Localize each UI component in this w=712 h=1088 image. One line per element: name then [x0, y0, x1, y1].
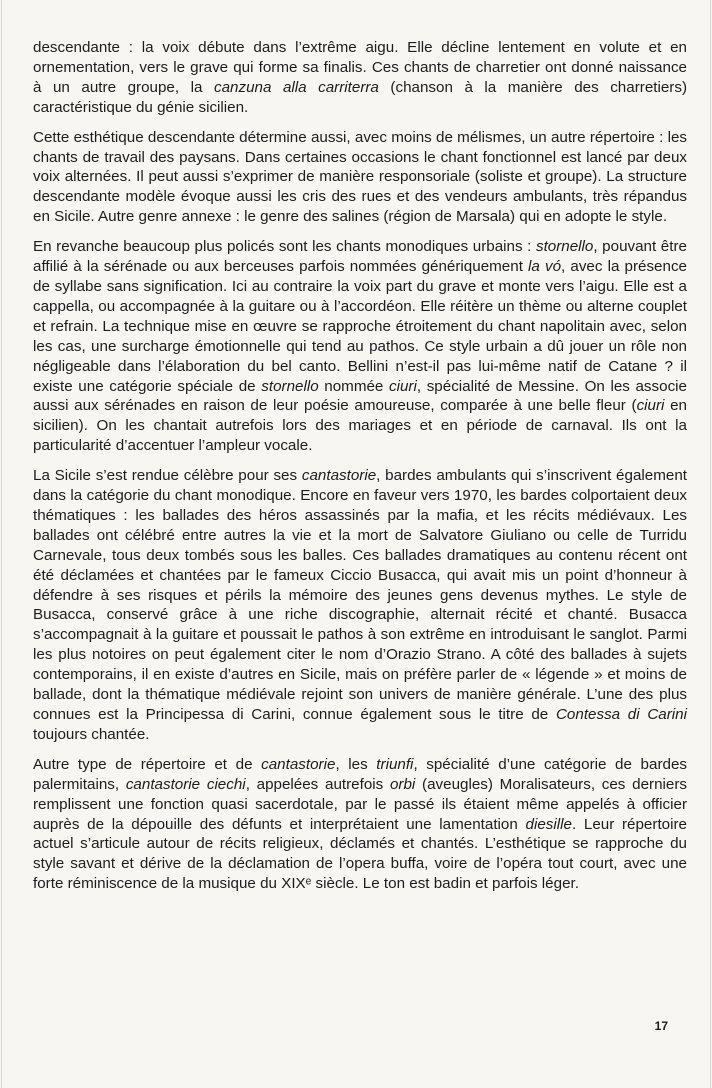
paragraph-3	[33, 237, 687, 456]
text-run: , spécialité de Messine. On les associe aussi aux sérénades en raison de leur poésie amoureuse, comparée à une belle fleur (	[33, 377, 687, 415]
italic-run: triunfi	[376, 755, 414, 773]
italic-run: orbi	[389, 775, 416, 793]
italic-run: diesille	[525, 815, 572, 833]
paragraph-1	[33, 38, 687, 118]
page-number: 17	[654, 1019, 668, 1033]
italic-run: ciuri	[389, 377, 417, 395]
page-edge-left	[1, 0, 2, 1088]
italic-run: cantastorie	[261, 755, 336, 773]
text-run: , avec la présence de syllabe sans signification. Ici au contraire la voix part du grave et monte vers l’aigu. Elle est a cappella, ou accompagnée à la guitare ou à l’accordéon. Elle réitère un thème ou alterne couplet et refrain. La technique mise en œuvre se rapproche étroitement du chant napolitain avec, selon les cas, une surcharge émotionnelle qui tend au pathos. Ce style urbain a dû jouer un rôle non négligeable dans l’élaboration du bel canto. Bellini n’est-il pas lui-même natif de Catane ? il existe une catégorie spéciale de	[33, 258, 687, 395]
text-run: , bardes ambulants qui s’inscrivent également dans la catégorie du chant monodique. Encore en faveur vers 1970, les bardes colportaient deux thématiques : les ballades des héros assassinés par la mafia, et les récits médiévaux. Les ballades ont célébré entre autres la vie et la mort de Salvatore Giuliano ou celle de Turridu Carnevale, tous deux tombés sous les balles. Ces ballades dramatiques au contenu récent ont été déclamées et chantées par le fameux Ciccio Busacca, qui avait mis un point d’honneur à défendre à ses risques et périls la mémoire des jeunes gens devenus mythes. Le style de Busacca, conservé grâce à une riche discographie, alternait récité et chanté. Busacca s’accompagnait à la guitare et poussait le pathos à son extrême en introduisant le sanglot. Parmi les plus notoires on peut également citer le nom d’Orazio Strano. A côté des ballades à sujets contemporains, il en existe d’autres en Sicile, mais on préfère parler de « légende » et moins de ballade, dont la thématique médiévale rejoint son univers de manière générale. L’une des plus connues est la Principessa di Carini, connue également sous le titre de	[33, 467, 687, 723]
text-run: en sicilien). On les chantait autrefois lors des mariages et en période de carnaval. Ils ont la particularité d’accentuer l’ampleur vocale.	[33, 397, 687, 455]
text-run: , spécialité d’une catégorie de bardes palermitains,	[33, 755, 687, 793]
text-run: En revanche beaucoup plus policés sont les chants monodiques urbains :	[33, 238, 536, 256]
italic-run: stornello	[535, 238, 594, 256]
text-run: Autre type de répertoire et de	[33, 755, 262, 773]
italic-run: stornello	[261, 377, 319, 395]
paragraph-2	[33, 128, 687, 228]
document-body	[33, 38, 687, 904]
paragraph-5	[33, 755, 687, 894]
text-run: , pouvant être affilié à la sérénade ou aux berceuses parfois nommées génériquement	[33, 238, 687, 276]
text-run: La Sicile s’est rendue célèbre pour ses	[33, 467, 302, 485]
italic-run: la vó	[528, 258, 562, 276]
italic-run: cantastorie	[301, 467, 377, 485]
text-run: toujours chantée.	[33, 725, 150, 743]
italic-run: canzuna alla carriterra	[213, 78, 379, 96]
italic-run: ciuri	[636, 397, 665, 415]
text-run: Cette esthétique descendante détermine aussi, avec moins de mélismes, un autre répertoire : les chants de travail des paysans. Dans certaines occasions le chant fonctionnel est lancé par deux voix alternées. Il peut aussi s’exprimer de manière responsoriale (soliste et groupe). La structure descendante modèle évoque aussi les cris des rues et des vendeurs ambulants, très répandus en Sicile. Autre genre annexe : le genre des salines (région de Marsala) qui en adopte le style.	[33, 128, 687, 226]
text-run: , appelées autrefois	[245, 775, 390, 793]
text-run: descendante : la voix débute dans l’extrême aigu. Elle décline lentement en volute et en ornementation, vers le grave qui forme sa finalis. Ces chants de charretier ont donné naissance à un autre groupe, la	[33, 39, 687, 96]
text-run: (aveugles) Moralisateurs, ces derniers remplissent une fonction quasi sacerdotale, par le passé ils étaient même appelés à officier auprès de la dépouille des défunts et interprétaient une lamentation	[33, 775, 687, 833]
text-run: (chanson à la manière des charretiers) caractéristique du génie sicilien.	[33, 78, 688, 116]
page-edge-right	[710, 0, 711, 1088]
paragraph-4	[33, 466, 687, 745]
text-run: , les	[335, 755, 377, 773]
text-run: nommée	[318, 377, 389, 395]
italic-run: cantastorie ciechi	[125, 775, 246, 793]
italic-run: Contessa di Carini	[555, 706, 687, 723]
text-run: . Leur répertoire actuel s’articule autour de récits religieux, déclamés et chantés. L’esthétique se rapproche du style savant et dérive de la déclamation de l’opera buffa, voire de l’opéra tout court, avec une forte réminiscence de la musique du XIXᵉ siècle. Le ton est badin et parfois léger.	[33, 815, 687, 893]
